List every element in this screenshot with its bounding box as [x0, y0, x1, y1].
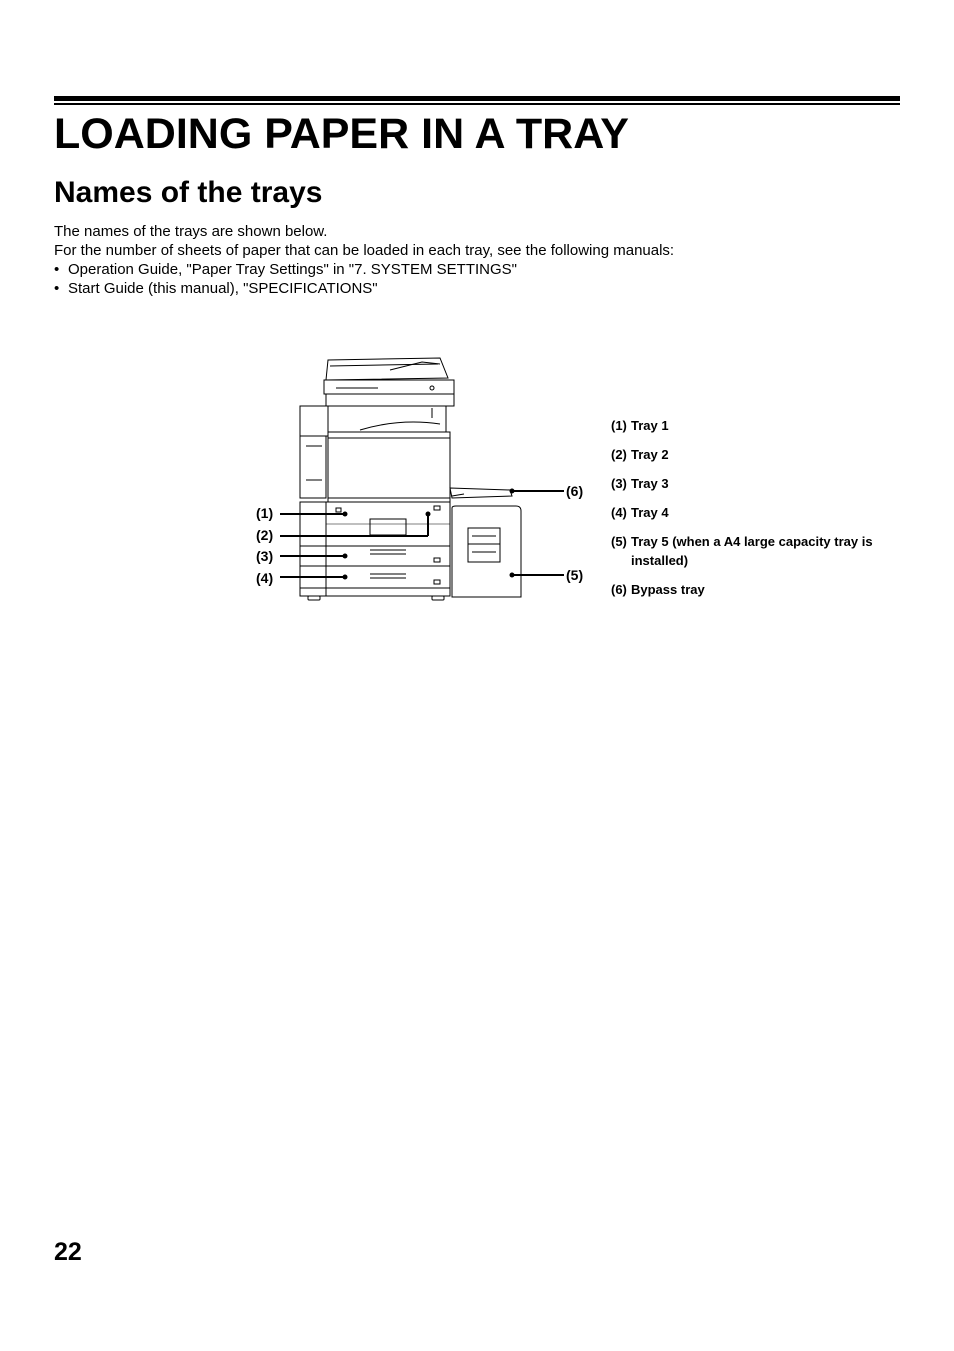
callout-5: (5)	[566, 567, 584, 583]
legend-label: Bypass tray	[631, 582, 705, 597]
copier-drawing	[250, 350, 600, 605]
section-title: Names of the trays	[54, 176, 323, 209]
callout-1: (1)	[256, 505, 274, 521]
legend-label: Tray 2	[631, 447, 669, 462]
bullet: •	[54, 280, 60, 297]
callout-2: (2)	[256, 527, 274, 543]
list-item-text: Start Guide (this manual), "SPECIFICATIONS"	[68, 280, 378, 297]
list-item	[54, 279, 904, 298]
legend-number: (1)	[611, 418, 627, 433]
legend-item-tray-3	[611, 474, 871, 493]
legend-label: Tray 1	[631, 418, 669, 433]
bullet: •	[54, 261, 60, 278]
tray-legend	[611, 416, 871, 609]
legend-label: Tray 3	[631, 476, 669, 491]
legend-item-tray-1	[611, 416, 871, 435]
legend-item-tray-2	[611, 445, 871, 464]
legend-item-bypass-tray	[611, 580, 871, 599]
header-rule-thick	[54, 96, 900, 101]
legend-number: (4)	[611, 505, 627, 520]
legend-item-tray-5	[611, 532, 876, 570]
list-item	[54, 260, 904, 279]
callout-4: (4)	[256, 570, 274, 586]
legend-number: (3)	[611, 476, 627, 491]
callout-3: (3)	[256, 548, 274, 564]
legend-number: (5)	[611, 534, 627, 549]
legend-label: Tray 5 (when a A4 large capacity tray is installed)	[631, 534, 873, 568]
manual-list	[54, 260, 904, 298]
intro-line-1: The names of the trays are shown below.	[54, 223, 328, 240]
machine-illustration	[250, 350, 600, 605]
page-number: 22	[54, 1238, 82, 1266]
legend-number: (2)	[611, 447, 627, 462]
list-item-text: Operation Guide, "Paper Tray Settings" in "7. SYSTEM SETTINGS"	[68, 261, 517, 278]
intro-line-2: For the number of sheets of paper that can be loaded in each tray, see the following manuals:	[54, 242, 675, 259]
body-text	[54, 222, 904, 298]
chapter-title: LOADING PAPER IN A TRAY	[54, 110, 629, 158]
legend-number: (6)	[611, 582, 627, 597]
legend-item-tray-4	[611, 503, 871, 522]
header-rule-thin	[54, 103, 900, 105]
callout-6: (6)	[566, 483, 584, 499]
legend-label: Tray 4	[631, 505, 669, 520]
